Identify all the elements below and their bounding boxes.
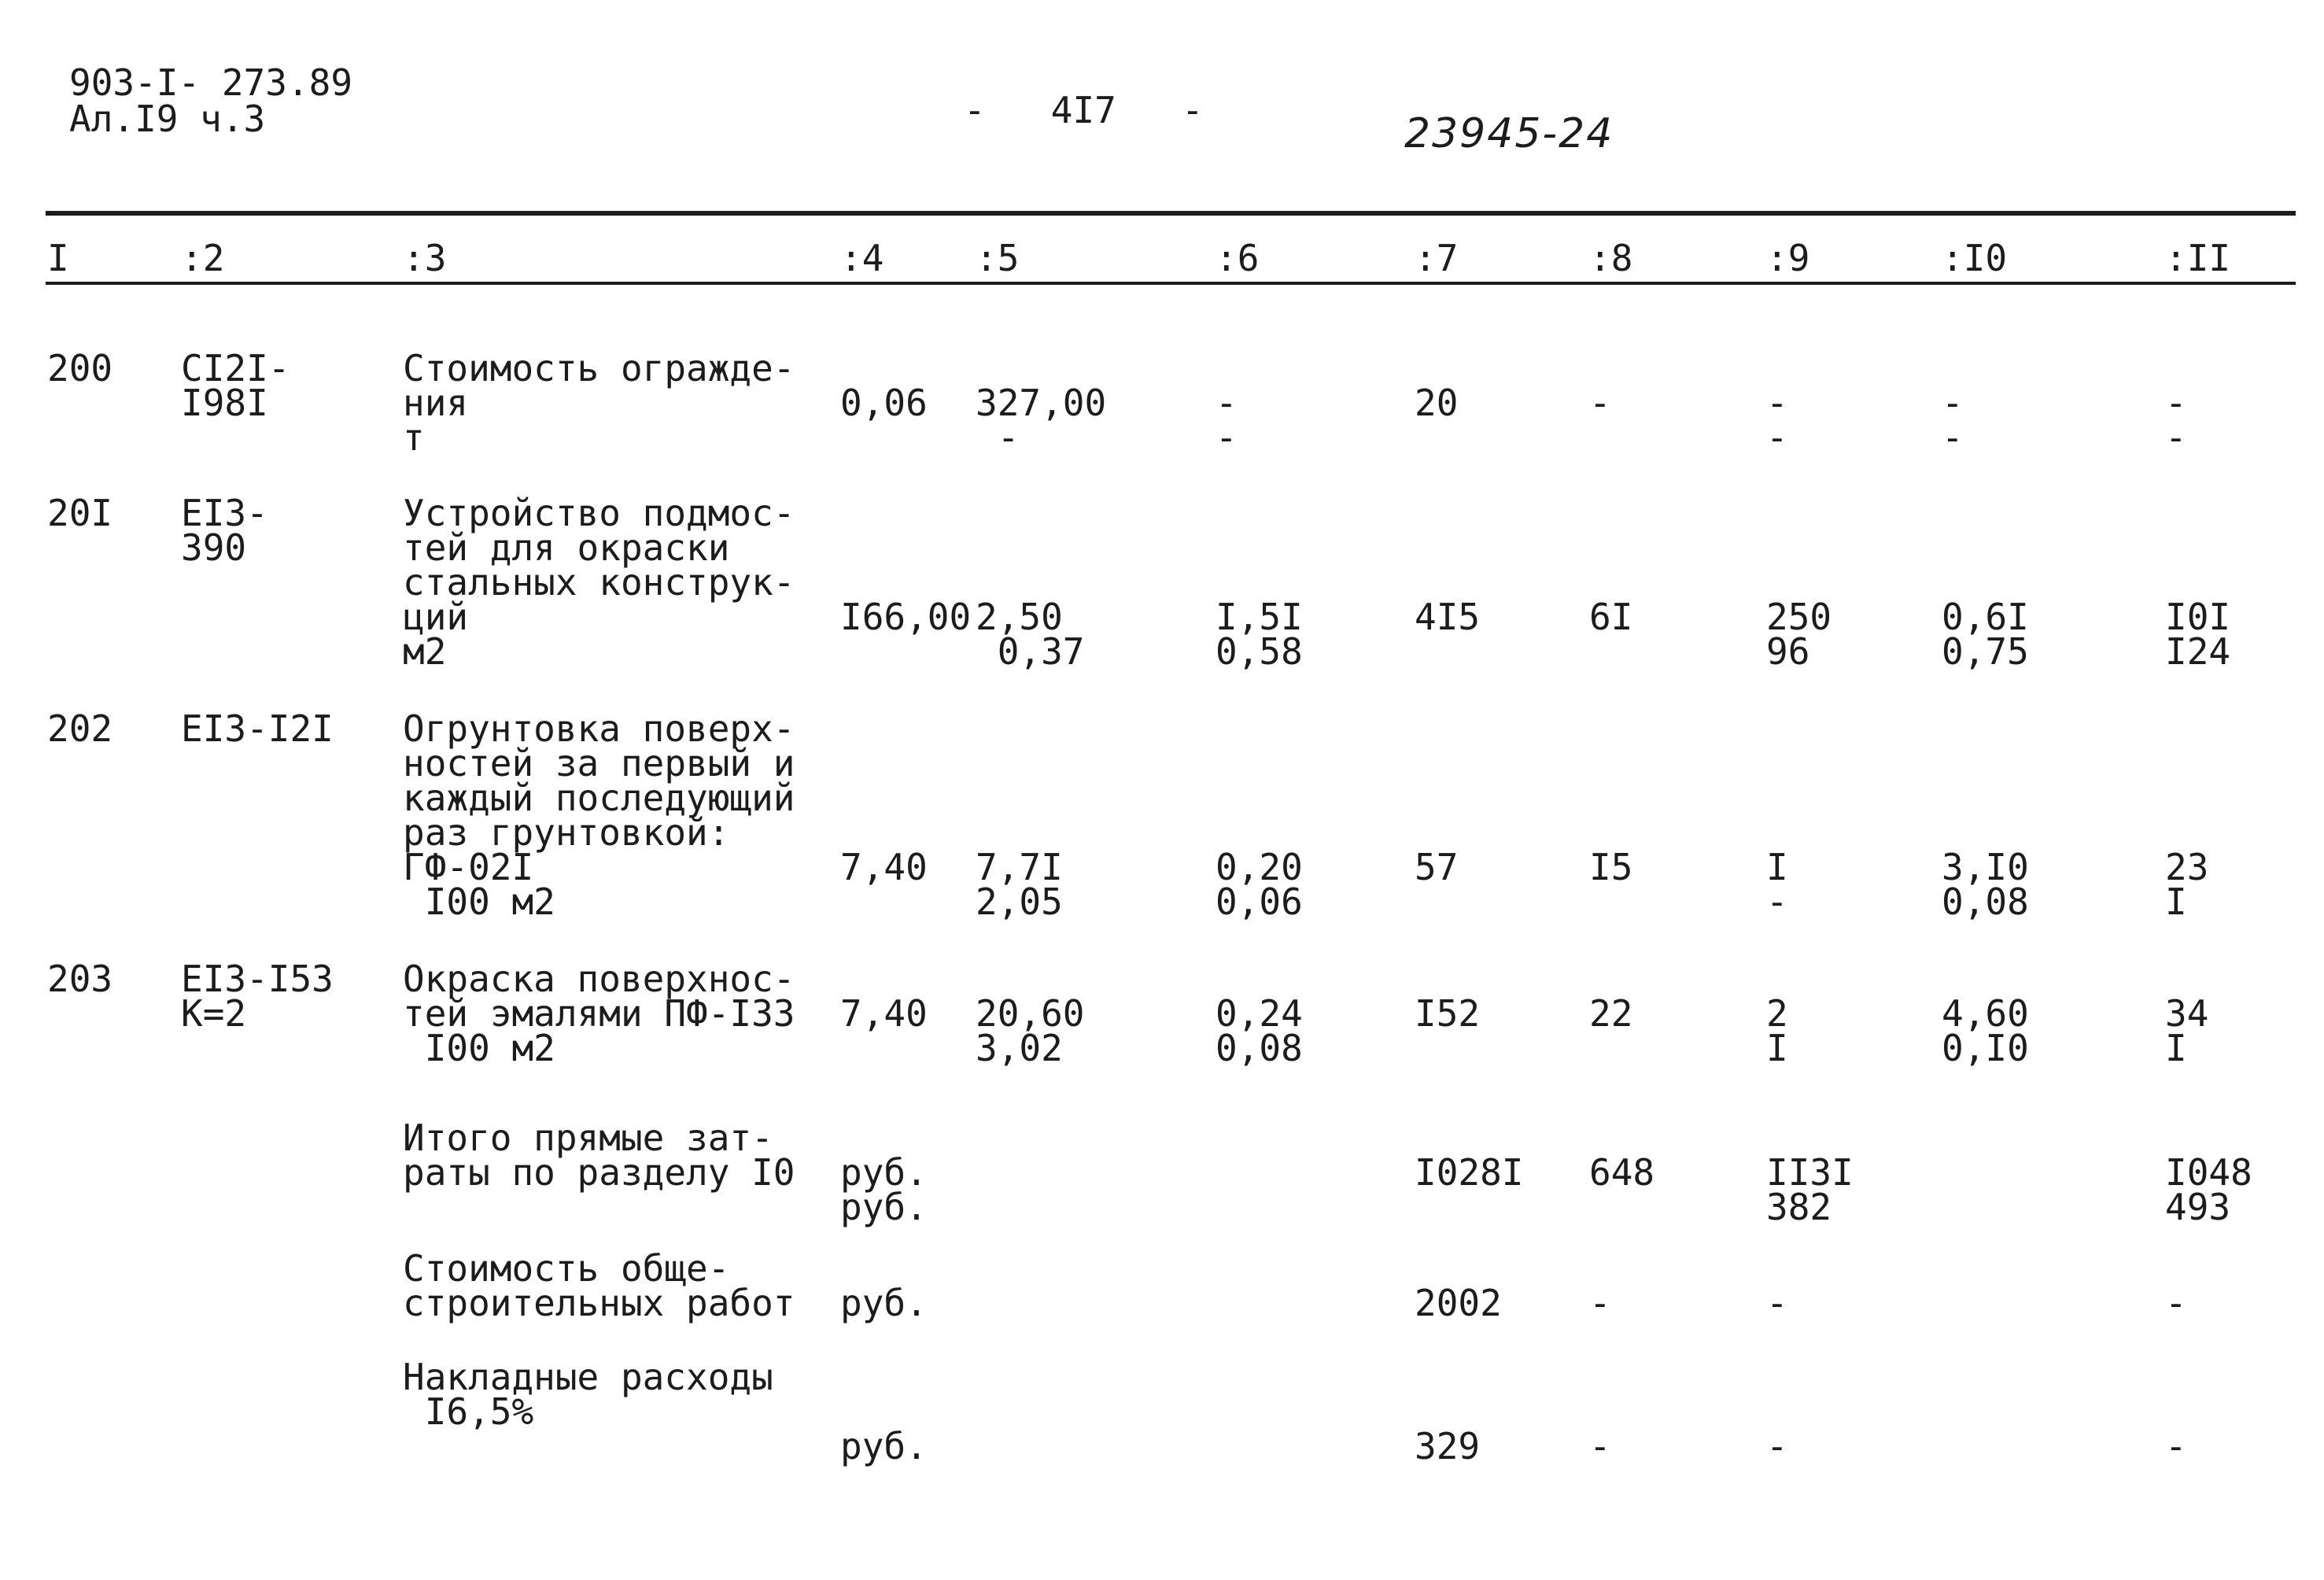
quantity: I66,00 [840, 596, 972, 638]
col6-value: 0,20 0,06 [1215, 846, 1303, 923]
col10-value: - - [1942, 382, 1964, 459]
unit-cost: 327,00 - [976, 382, 1107, 459]
summary-col11: I048 493 [2165, 1151, 2252, 1228]
document-code-line2: Ал.I9 ч.3 [69, 98, 266, 140]
column-header-11: :II [2165, 237, 2231, 279]
column-header-10: :I0 [1942, 237, 2008, 279]
col11-value: - - [2165, 382, 2187, 459]
summary-unit: руб. [840, 1425, 928, 1467]
page-number: - 4I7 - [964, 89, 1204, 131]
row-number: 20I [47, 492, 113, 534]
col10-value: 0,6I 0,75 [1942, 596, 2029, 673]
column-header-5: :5 [976, 237, 1020, 279]
column-header-8: :8 [1589, 237, 1633, 279]
summary-col7: I028I [1415, 1151, 1524, 1194]
total-cost: 57 [1415, 846, 1459, 888]
summary-unit: руб. руб. [840, 1151, 928, 1228]
summary-unit: руб. [840, 1282, 928, 1324]
rate-code: EI3- 390 [181, 492, 268, 569]
col9-value: I - [1766, 846, 1788, 923]
column-header-1: I [47, 237, 69, 279]
document-code-line1: 903-I- 273.89 [69, 61, 353, 104]
summary-col9: - [1766, 1282, 1788, 1324]
unit-cost: 7,7I 2,05 [976, 846, 1063, 923]
column-header-7: :7 [1415, 237, 1459, 279]
col11-value: 34 I [2165, 992, 2209, 1069]
unit-cost: 20,60 3,02 [976, 992, 1085, 1069]
summary-label: Итого прямые зат- раты по разделу I0 [403, 1117, 795, 1194]
row-number: 202 [47, 707, 113, 750]
work-description: Стоимость огражде- ния т [403, 347, 795, 459]
summary-col8: - [1589, 1425, 1611, 1467]
col8-value: 22 [1589, 992, 1633, 1035]
row-number: 203 [47, 958, 113, 1000]
column-header-6: :6 [1215, 237, 1260, 279]
work-description: Устройство подмос- тей для окраски стальных конструк- ций м2 [403, 492, 795, 673]
total-cost: 4I5 [1415, 596, 1481, 638]
col10-value: 3,I0 0,08 [1942, 846, 2029, 923]
column-header-9: :9 [1766, 237, 1810, 279]
col6-value: 0,24 0,08 [1215, 992, 1303, 1069]
col6-value: - - [1215, 382, 1238, 459]
col9-value: 2 I [1766, 992, 1788, 1069]
summary-col9: II3I 382 [1766, 1151, 1854, 1228]
rate-code: CI2I- I98I [181, 347, 290, 424]
col11-value: I0I I24 [2165, 596, 2231, 673]
col10-value: 4,60 0,I0 [1942, 992, 2029, 1069]
summary-col8: - [1589, 1282, 1611, 1324]
column-header-rule [46, 282, 2296, 285]
work-description: Окраска поверхнос- тей эмалями ПФ-I33 I00 м2 [403, 958, 795, 1069]
handwritten-reference: 23945-24 [1404, 110, 1614, 157]
unit-cost: 2,50 0,37 [976, 596, 1085, 673]
col11-value: 23 I [2165, 846, 2209, 923]
summary-label: Стоимость обще- строительных работ [403, 1247, 795, 1324]
total-cost: I52 [1415, 992, 1481, 1035]
rate-code: EI3-I2I [181, 707, 334, 750]
document-code [69, 61, 353, 140]
col9-value: - - [1766, 382, 1788, 459]
column-header-3: :3 [403, 237, 447, 279]
col8-value: I5 [1589, 846, 1633, 888]
summary-col7: 2002 [1415, 1282, 1502, 1324]
summary-col9: - [1766, 1425, 1788, 1467]
col8-value: 6I [1589, 596, 1633, 638]
rate-code: EI3-I53 К=2 [181, 958, 334, 1035]
total-cost: 20 [1415, 382, 1459, 424]
summary-col8: 648 [1589, 1151, 1655, 1194]
col8-value: - [1589, 382, 1611, 424]
summary-col7: 329 [1415, 1425, 1481, 1467]
top-rule [46, 211, 2296, 216]
summary-col11: - [2165, 1425, 2187, 1467]
col6-value: I,5I 0,58 [1215, 596, 1303, 673]
col9-value: 250 96 [1766, 596, 1832, 673]
work-description: Огрунтовка поверх- ностей за первый и каждый последующий раз грунтовкой: ГФ-02I I00 м2 [403, 707, 795, 923]
quantity: 7,40 [840, 846, 928, 888]
column-header-4: :4 [840, 237, 884, 279]
summary-label: Накладные расходы I6,5% [403, 1356, 773, 1433]
summary-col11: - [2165, 1282, 2187, 1324]
quantity: 0,06 [840, 382, 928, 424]
column-header-2: :2 [181, 237, 225, 279]
row-number: 200 [47, 347, 113, 389]
quantity: 7,40 [840, 992, 928, 1035]
